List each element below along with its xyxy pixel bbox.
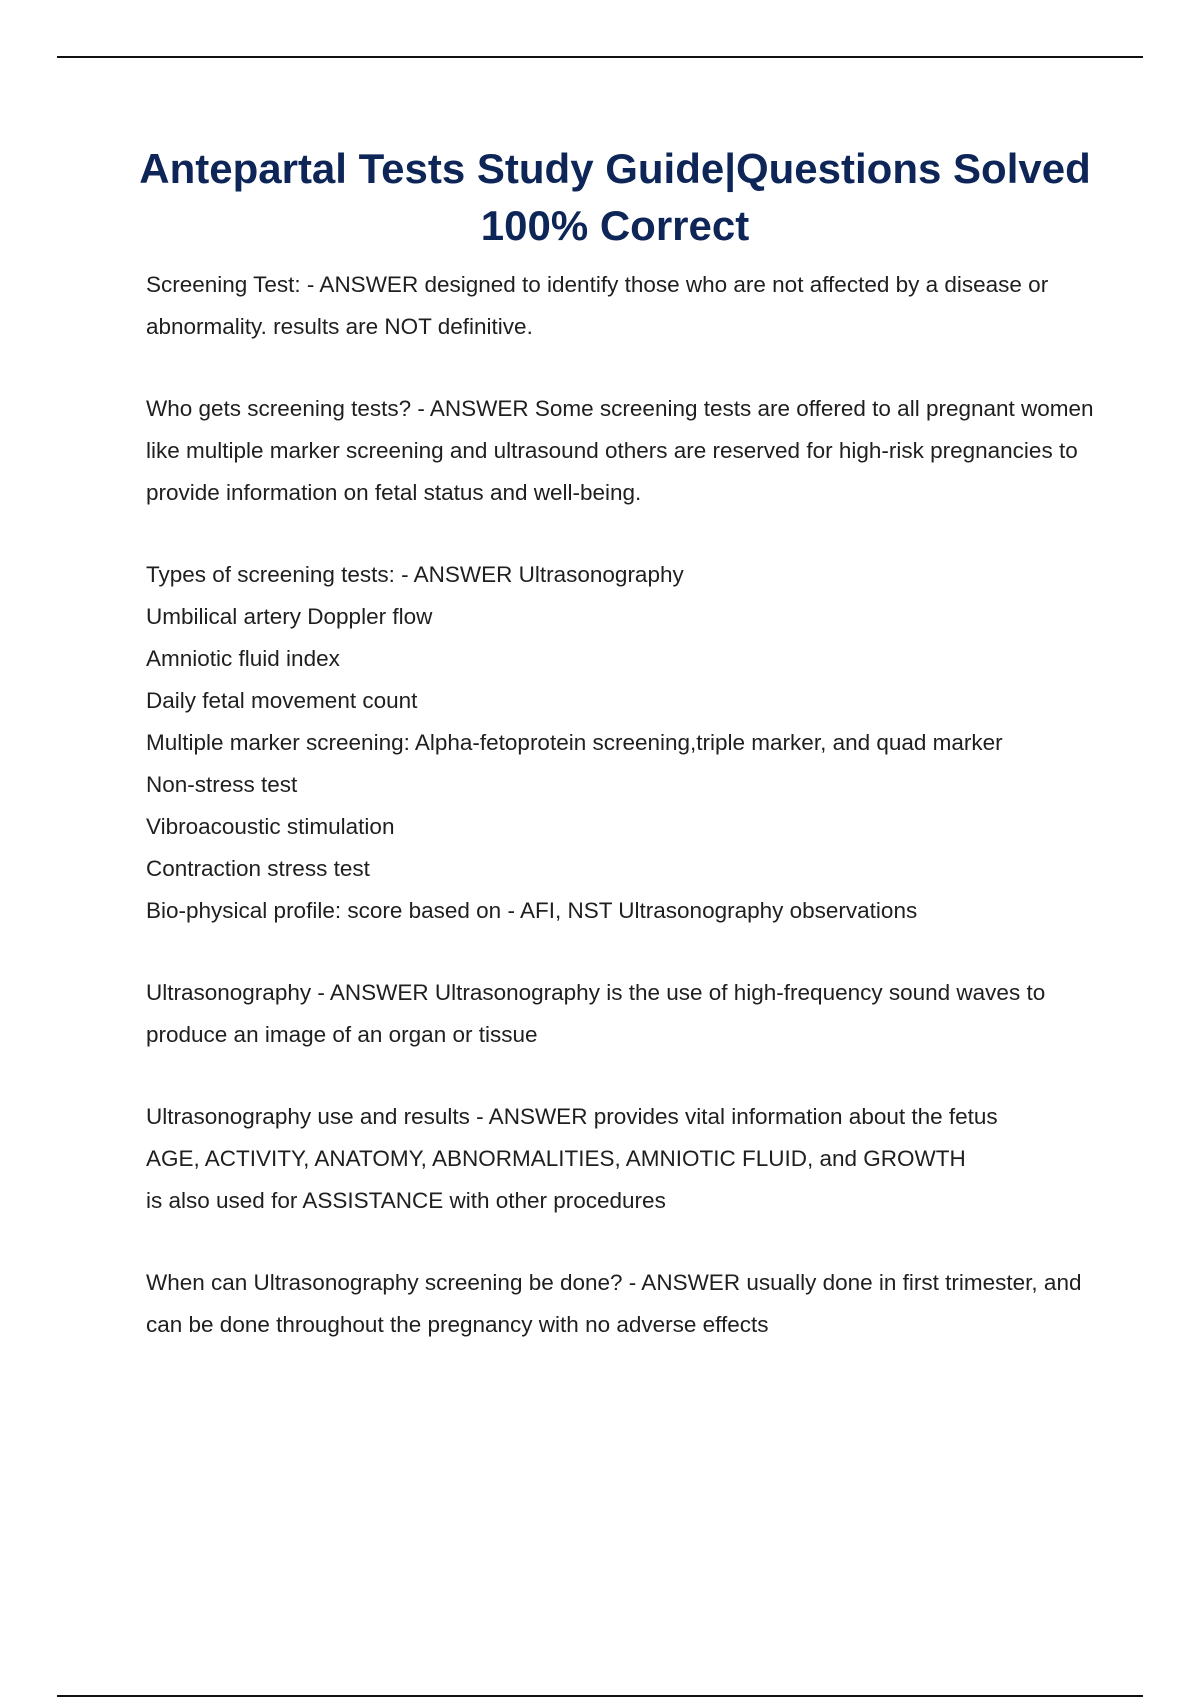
entry-line: Umbilical artery Doppler flow xyxy=(146,604,433,629)
entry-text: When can Ultrasonography screening be done? - ANSWER usually done in first trimester, and can be done throughout the pregnancy with no adverse effects xyxy=(146,1270,1082,1337)
entry-line: AGE, ACTIVITY, ANATOMY, ABNORMALITIES, AMNIOTIC FLUID, and GROWTH xyxy=(146,1146,966,1171)
entry-text: Ultrasonography - ANSWER Ultrasonography is the use of high-frequency sound waves to produce an image of an organ or tissue xyxy=(146,980,1046,1047)
entry-line: Amniotic fluid index xyxy=(146,646,340,671)
qa-entry xyxy=(146,388,1106,514)
entry-line: Bio-physical profile: score based on - AFI, NST Ultrasonography observations xyxy=(146,898,918,923)
entry-line: Multiple marker screening: Alpha-fetoprotein screening,triple marker, and quad marker xyxy=(146,730,1003,755)
qa-entry-list xyxy=(146,1096,1106,1222)
entry-line: Vibroacoustic stimulation xyxy=(146,814,395,839)
top-divider xyxy=(57,56,1143,58)
qa-entry xyxy=(146,1262,1106,1346)
qa-entry xyxy=(146,264,1106,348)
entry-line: Ultrasonography use and results - ANSWER provides vital information about the fetus xyxy=(146,1104,998,1129)
entry-line: Non-stress test xyxy=(146,772,298,797)
document-body xyxy=(146,264,1106,1386)
bottom-divider xyxy=(57,1695,1143,1697)
entry-line: Types of screening tests: - ANSWER Ultrasonography xyxy=(146,562,684,587)
entry-line: Daily fetal movement count xyxy=(146,688,418,713)
entry-text: Who gets screening tests? - ANSWER Some screening tests are offered to all pregnant women like multiple marker screening and ultrasound others are reserved for high-risk pregnancies to provide information on fetal status and well-being. xyxy=(146,396,1094,505)
qa-entry-list xyxy=(146,554,1106,932)
entry-line: is also used for ASSISTANCE with other procedures xyxy=(146,1188,666,1213)
qa-entry xyxy=(146,972,1106,1056)
entry-line: Contraction stress test xyxy=(146,856,370,881)
entry-text: Screening Test: - ANSWER designed to identify those who are not affected by a disease or abnormality. results are NOT definitive. xyxy=(146,272,1049,339)
document-title: Antepartal Tests Study Guide|Questions Solved 100% Correct xyxy=(139,145,1091,249)
